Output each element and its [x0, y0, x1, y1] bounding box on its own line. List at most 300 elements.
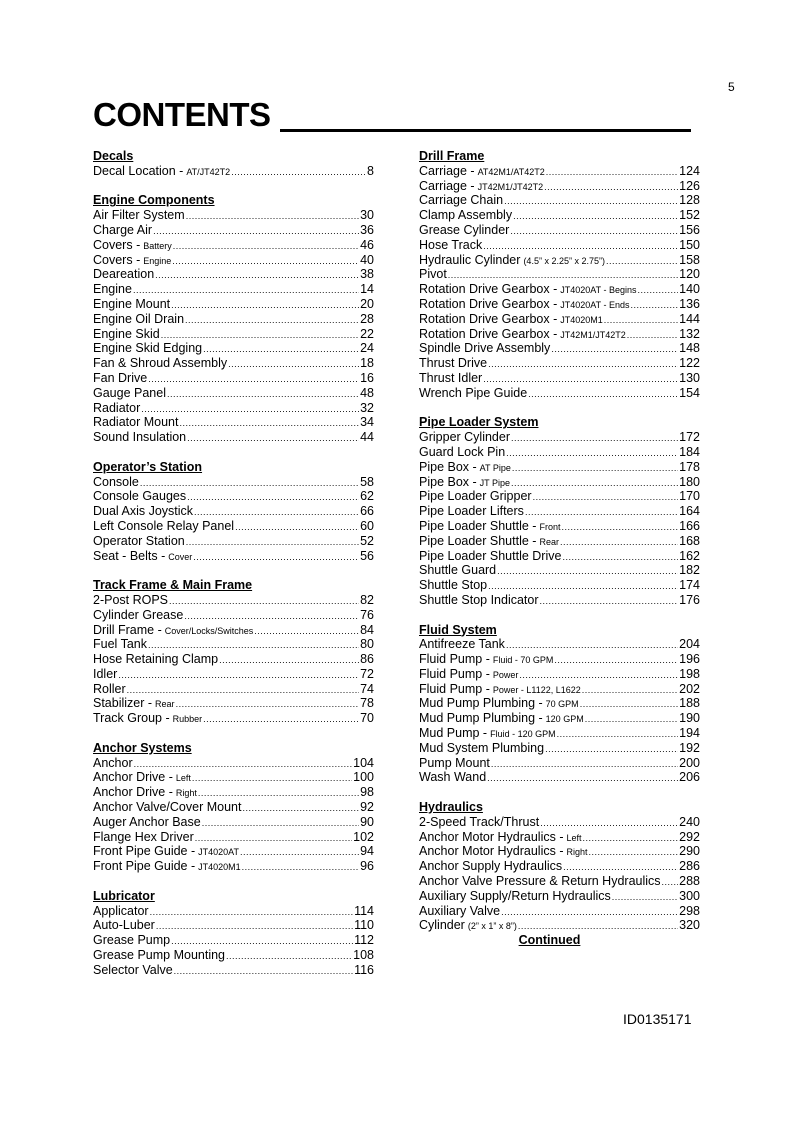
entry-page-number: 76: [360, 607, 374, 622]
entry-page-number: 98: [360, 785, 374, 800]
dot-leader: [153, 223, 359, 239]
toc-entry[interactable]: [419, 238, 700, 253]
entry-name: Pipe Loader Gripper: [419, 489, 532, 504]
entry-page-number: 100: [353, 770, 374, 785]
dot-leader: [580, 696, 678, 712]
dot-leader: [242, 859, 359, 875]
entry-page-number: 182: [679, 563, 700, 578]
entry-name: Thrust Idler: [419, 370, 483, 385]
entry-page-number: 128: [679, 193, 700, 208]
entry-name: Engine: [93, 282, 132, 297]
dot-leader: [171, 933, 353, 949]
entry-page-number: 164: [679, 504, 700, 519]
dot-leader: [134, 756, 353, 772]
entry-page-number: 290: [679, 844, 700, 859]
entry-name: Rotation Drive Gearbox -: [419, 326, 558, 341]
entry-qualifier: JT4020M1: [198, 862, 241, 873]
dot-leader: [203, 341, 359, 357]
dot-leader: [203, 711, 359, 727]
dot-leader: [226, 948, 352, 964]
dot-leader: [627, 327, 678, 343]
toc-entry[interactable]: [93, 785, 374, 800]
dot-leader: [186, 534, 359, 550]
entry-name: Engine Skid Edging: [93, 341, 203, 356]
toc-entry[interactable]: [419, 874, 700, 889]
entry-name: Pipe Box -: [419, 474, 477, 489]
entry-page-number: 292: [679, 829, 700, 844]
dot-leader: [202, 815, 359, 831]
dot-leader: [141, 401, 359, 417]
dot-leader: [510, 223, 678, 239]
dot-leader: [483, 371, 678, 387]
dot-leader: [118, 667, 359, 683]
toc-entry[interactable]: [93, 386, 374, 401]
dot-leader: [506, 445, 678, 461]
entry-page-number: 52: [360, 533, 374, 548]
toc-entry[interactable]: [419, 741, 700, 756]
toc-entry[interactable]: [93, 637, 374, 652]
dot-leader: [187, 489, 359, 505]
dot-leader: [140, 475, 359, 491]
entry-page-number: 188: [679, 696, 700, 711]
dot-leader: [545, 741, 678, 757]
entry-page-number: 108: [353, 948, 374, 963]
toc-entry[interactable]: [419, 756, 700, 771]
toc-entry[interactable]: [419, 563, 700, 578]
entry-qualifier: JT4020AT - Begins: [560, 285, 637, 296]
toc-entry[interactable]: [419, 667, 700, 682]
dot-leader: [487, 770, 678, 786]
section-title: Anchor Systems: [93, 740, 192, 755]
entry-name: Fluid Pump -: [419, 681, 490, 696]
entry-name: Grease Pump: [93, 933, 171, 948]
toc-entry[interactable]: [93, 623, 374, 638]
toc-entry[interactable]: [93, 534, 374, 549]
entry-page-number: 112: [354, 933, 374, 948]
toc-entry[interactable]: [93, 312, 374, 327]
entry-page-number: 120: [679, 267, 700, 282]
dot-leader: [192, 770, 352, 786]
entry-name: Front Pipe Guide -: [93, 859, 196, 874]
entry-page-number: 80: [360, 637, 374, 652]
entry-page-number: 196: [679, 652, 700, 667]
entry-page-number: 28: [360, 311, 374, 326]
entry-name: Auto-Luber: [93, 918, 155, 933]
dot-leader: [504, 193, 678, 209]
entry-page-number: 124: [679, 163, 700, 178]
toc-entry[interactable]: [419, 519, 700, 534]
dot-leader: [512, 460, 678, 476]
dot-leader: [501, 904, 678, 920]
dot-leader: [582, 682, 678, 698]
toc-entry[interactable]: [93, 489, 374, 504]
dot-leader: [583, 830, 679, 846]
toc-entry[interactable]: [93, 963, 374, 978]
entry-page-number: 144: [679, 311, 700, 326]
entry-page-number: 200: [679, 755, 700, 770]
entry-name: Pump Mount: [419, 755, 490, 770]
entry-page-number: 30: [360, 208, 374, 223]
toc-entry[interactable]: [93, 415, 374, 430]
toc-entry[interactable]: [419, 844, 700, 859]
entry-name: Fluid Pump -: [419, 652, 490, 667]
toc-section: [419, 800, 700, 933]
dot-leader: [506, 637, 678, 653]
toc-entry[interactable]: [419, 696, 700, 711]
dot-leader: [551, 341, 678, 357]
entry-name: Grease Pump Mounting: [93, 948, 226, 963]
entry-name: Auxiliary Supply/Return Hydraulics: [419, 888, 611, 903]
entry-qualifier: (2” x 1” x 8”): [467, 921, 517, 932]
toc-entry[interactable]: [93, 918, 374, 933]
toc-entry[interactable]: [419, 475, 700, 490]
entry-page-number: 62: [360, 489, 374, 504]
entry-qualifier: Right: [175, 788, 197, 799]
dot-leader: [518, 918, 678, 934]
toc-entry[interactable]: [93, 904, 374, 919]
dot-leader: [194, 504, 359, 520]
toc-entry[interactable]: [93, 282, 374, 297]
entry-qualifier: JT42M1/JT42T2: [560, 329, 626, 340]
entry-qualifier: AT Pipe: [479, 462, 511, 473]
entry-name: Cylinder: [419, 918, 465, 933]
entry-name: Pipe Loader Shuttle -: [419, 518, 537, 533]
toc-entry[interactable]: [419, 682, 700, 697]
dot-leader: [513, 208, 678, 224]
toc-entry[interactable]: [93, 223, 374, 238]
entry-page-number: 206: [679, 770, 700, 785]
entry-name: Covers -: [93, 237, 141, 252]
toc-entry[interactable]: [419, 904, 700, 919]
dot-leader: [127, 682, 359, 698]
entry-name: Fluid Pump -: [419, 666, 490, 681]
toc-entry[interactable]: [419, 267, 700, 282]
dot-leader: [148, 371, 359, 387]
dot-leader: [148, 637, 359, 653]
toc-entry[interactable]: [93, 297, 374, 312]
entry-page-number: 90: [360, 814, 374, 829]
toc-entry[interactable]: [419, 534, 700, 549]
dot-leader: [497, 563, 678, 579]
dot-leader: [228, 356, 359, 372]
entry-name: Anchor Motor Hydraulics -: [419, 844, 564, 859]
toc-entry[interactable]: [419, 445, 700, 460]
entry-name: Mud System Plumbing: [419, 740, 545, 755]
entry-qualifier: 120 GPM: [545, 714, 584, 725]
entry-page-number: 166: [679, 518, 700, 533]
toc-entry[interactable]: [93, 608, 374, 623]
entry-page-number: 202: [679, 681, 700, 696]
dot-leader: [560, 534, 678, 550]
toc-section: [93, 193, 374, 445]
entry-page-number: 94: [360, 844, 374, 859]
toc-entry[interactable]: [93, 253, 374, 268]
entry-page-number: 22: [360, 326, 374, 341]
dot-leader: [254, 623, 359, 639]
dot-leader: [176, 696, 360, 712]
entry-page-number: 110: [354, 918, 374, 933]
toc-entry[interactable]: [419, 830, 700, 845]
toc-section: [93, 460, 374, 564]
toc-entry[interactable]: [419, 253, 700, 268]
entry-name: Left Console Relay Panel: [93, 518, 235, 533]
dot-leader: [171, 297, 359, 313]
entry-name: Anchor Valve Pressure & Return Hydraulics: [419, 874, 661, 889]
dot-leader: [563, 859, 678, 875]
entry-page-number: 176: [679, 592, 700, 607]
entry-page-number: 48: [360, 385, 374, 400]
toc-entry[interactable]: [419, 593, 700, 608]
toc-entry[interactable]: [419, 297, 700, 312]
entry-page-number: 192: [679, 740, 700, 755]
entry-page-number: 204: [679, 637, 700, 652]
dot-leader: [198, 785, 359, 801]
toc-entry[interactable]: [419, 327, 700, 342]
dot-leader: [630, 297, 678, 313]
dot-leader: [174, 963, 353, 979]
toc-entry[interactable]: [93, 164, 374, 179]
toc-entry[interactable]: [93, 371, 374, 386]
entry-page-number: 320: [679, 918, 700, 933]
toc-entry[interactable]: [93, 327, 374, 342]
dot-leader: [637, 282, 678, 298]
entry-page-number: 170: [679, 489, 700, 504]
entry-name: Auger Anchor Base: [93, 814, 201, 829]
entry-name: Fan Drive: [93, 370, 148, 385]
dot-leader: [193, 549, 359, 565]
section-title: Decals: [93, 149, 134, 163]
dot-leader: [172, 253, 359, 269]
toc-entry[interactable]: [419, 489, 700, 504]
toc-entry[interactable]: [419, 549, 700, 564]
entry-qualifier: Fluid - 120 GPM: [490, 729, 556, 740]
entry-page-number: 300: [679, 888, 700, 903]
entry-page-number: 104: [353, 755, 374, 770]
toc-entry[interactable]: [93, 800, 374, 815]
entry-page-number: 72: [360, 666, 374, 681]
toc-entry[interactable]: [93, 356, 374, 371]
entry-name: Engine Skid: [93, 326, 160, 341]
entry-name: Wrench Pipe Guide: [419, 385, 528, 400]
toc-entry[interactable]: [419, 770, 700, 785]
entry-page-number: 298: [679, 903, 700, 918]
entry-name: Engine Mount: [93, 296, 171, 311]
dot-leader: [156, 918, 353, 934]
toc-entry[interactable]: [419, 711, 700, 726]
toc-entry[interactable]: [93, 844, 374, 859]
entry-name: Operator Station: [93, 533, 185, 548]
entry-name: Fan & Shroud Assembly: [93, 356, 228, 371]
entry-page-number: 286: [679, 859, 700, 874]
toc-entry[interactable]: [419, 430, 700, 445]
entry-page-number: 44: [360, 430, 374, 445]
toc-entry[interactable]: [419, 356, 700, 371]
toc-entry[interactable]: [93, 696, 374, 711]
page-number: 5: [728, 80, 735, 94]
toc-entry[interactable]: [93, 519, 374, 534]
entry-name: Roller: [93, 681, 126, 696]
toc-entry[interactable]: [93, 504, 374, 519]
entry-name: Radiator Mount: [93, 415, 179, 430]
entry-page-number: 56: [360, 548, 374, 563]
section-title: Fluid System: [419, 622, 497, 637]
entry-page-number: 180: [679, 474, 700, 489]
toc-section: [93, 578, 374, 726]
toc-entry[interactable]: [419, 223, 700, 238]
toc-entry[interactable]: [93, 430, 374, 445]
toc-entry[interactable]: [93, 475, 374, 490]
dot-leader: [612, 889, 678, 905]
section-title: Track Frame & Main Frame: [93, 578, 253, 593]
entry-name: Shuttle Stop: [419, 578, 488, 593]
entry-page-number: 40: [360, 252, 374, 267]
entry-qualifier: JT4020AT - Ends: [560, 299, 630, 310]
document-id: ID0135171: [623, 1011, 692, 1027]
toc-entry[interactable]: [419, 460, 700, 475]
entry-name: 2-Speed Track/Thrust: [419, 814, 540, 829]
toc-entry[interactable]: [93, 267, 374, 282]
dot-leader: [585, 711, 678, 727]
toc-entry[interactable]: [93, 238, 374, 253]
title-underline: [280, 129, 691, 132]
toc-entry[interactable]: [93, 948, 374, 963]
entry-name: Shuttle Guard: [419, 563, 497, 578]
entry-qualifier: Left: [175, 773, 191, 784]
toc-entry[interactable]: [93, 593, 374, 608]
entry-qualifier: Left: [566, 832, 582, 843]
dot-leader: [169, 593, 359, 609]
entry-name: Hydraulic Cylinder: [419, 252, 521, 267]
section-title: Drill Frame: [419, 149, 485, 163]
toc-entry[interactable]: [93, 682, 374, 697]
toc-entry[interactable]: [93, 815, 374, 830]
toc-entry[interactable]: [93, 401, 374, 416]
toc-entry[interactable]: [419, 341, 700, 356]
entry-name: Hose Track: [419, 237, 483, 252]
toc-entry[interactable]: [419, 726, 700, 741]
toc-section: [93, 741, 374, 874]
entry-name: Grease Cylinder: [419, 222, 510, 237]
entry-qualifier: AT/JT42T2: [186, 166, 231, 177]
toc-entry[interactable]: [93, 549, 374, 564]
toc-entry[interactable]: [419, 208, 700, 223]
toc-entry[interactable]: [93, 933, 374, 948]
entry-name: Dual Axis Joystick: [93, 504, 194, 519]
entry-name: Radiator: [93, 400, 141, 415]
entry-name: Rotation Drive Gearbox -: [419, 282, 558, 297]
entry-name: Cylinder Grease: [93, 607, 184, 622]
toc-entry[interactable]: [419, 859, 700, 874]
toc-right-column: [419, 149, 700, 948]
entry-page-number: 148: [679, 341, 700, 356]
entry-name: Covers -: [93, 252, 141, 267]
toc-entry[interactable]: [419, 164, 700, 179]
toc-entry[interactable]: [419, 371, 700, 386]
entry-page-number: 122: [679, 356, 700, 371]
entry-name: Console: [93, 474, 139, 489]
toc-entry[interactable]: [419, 386, 700, 401]
dot-leader: [242, 800, 359, 816]
toc-entry[interactable]: [93, 770, 374, 785]
entry-qualifier: Battery: [143, 240, 172, 251]
entry-qualifier: Front: [539, 521, 561, 532]
entry-page-number: 132: [679, 326, 700, 341]
toc-entry[interactable]: [419, 312, 700, 327]
entry-name: Carriage -: [419, 163, 475, 178]
toc-entry[interactable]: [419, 815, 700, 830]
toc-section: [419, 623, 700, 786]
entry-name: Wash Wand: [419, 770, 487, 785]
toc-entry[interactable]: [419, 282, 700, 297]
dot-leader: [155, 267, 359, 283]
toc-entry[interactable]: [93, 208, 374, 223]
entry-page-number: 288: [679, 874, 700, 889]
toc-entry[interactable]: [93, 652, 374, 667]
toc-entry[interactable]: [93, 756, 374, 771]
entry-name: Gripper Cylinder: [419, 430, 511, 445]
dot-leader: [554, 652, 678, 668]
toc-entry[interactable]: [419, 578, 700, 593]
dot-leader: [511, 475, 678, 491]
toc-entry[interactable]: [419, 918, 700, 933]
entry-name: Carriage -: [419, 178, 475, 193]
toc-left-column: [93, 149, 374, 992]
toc-entry[interactable]: [93, 859, 374, 874]
dot-leader: [150, 904, 353, 920]
toc-entry[interactable]: [93, 341, 374, 356]
toc-entry[interactable]: [419, 652, 700, 667]
dot-leader: [448, 267, 678, 283]
dot-leader: [133, 282, 359, 298]
entry-name: Sound Insulation: [93, 430, 187, 445]
toc-entry[interactable]: [419, 637, 700, 652]
section-title: Pipe Loader System: [419, 415, 539, 430]
toc-entry[interactable]: [419, 504, 700, 519]
entry-page-number: 38: [360, 267, 374, 282]
toc-entry[interactable]: [93, 667, 374, 682]
entry-qualifier: Right: [566, 847, 588, 858]
dot-leader: [546, 164, 678, 180]
entry-name: Mud Pump Plumbing -: [419, 696, 543, 711]
dot-leader: [557, 726, 679, 742]
dot-leader: [231, 164, 366, 180]
entry-page-number: 82: [360, 592, 374, 607]
toc-entry[interactable]: [419, 193, 700, 208]
entry-qualifier: Cover: [168, 551, 193, 562]
entry-page-number: 84: [360, 622, 374, 637]
dot-leader: [540, 593, 679, 609]
entry-name: Carriage Chain: [419, 193, 504, 208]
entry-qualifier: AT42M1/AT42T2: [477, 166, 545, 177]
toc-entry[interactable]: [93, 711, 374, 726]
entry-name: Rotation Drive Gearbox -: [419, 296, 558, 311]
entry-qualifier: Rear: [539, 536, 559, 547]
entry-name: Hose Retaining Clamp: [93, 652, 219, 667]
toc-entry[interactable]: [419, 889, 700, 904]
entry-name: Anchor Drive -: [93, 785, 173, 800]
toc-entry[interactable]: [419, 179, 700, 194]
dot-leader: [186, 208, 359, 224]
entry-page-number: 152: [679, 208, 700, 223]
dot-leader: [173, 238, 359, 254]
entry-name: Deareation: [93, 267, 155, 282]
entry-page-number: 66: [360, 504, 374, 519]
dot-leader: [491, 756, 678, 772]
entry-qualifier: JT Pipe: [479, 477, 511, 488]
toc-entry[interactable]: [93, 830, 374, 845]
entry-name: Pivot: [419, 267, 447, 282]
entry-page-number: 198: [679, 666, 700, 681]
